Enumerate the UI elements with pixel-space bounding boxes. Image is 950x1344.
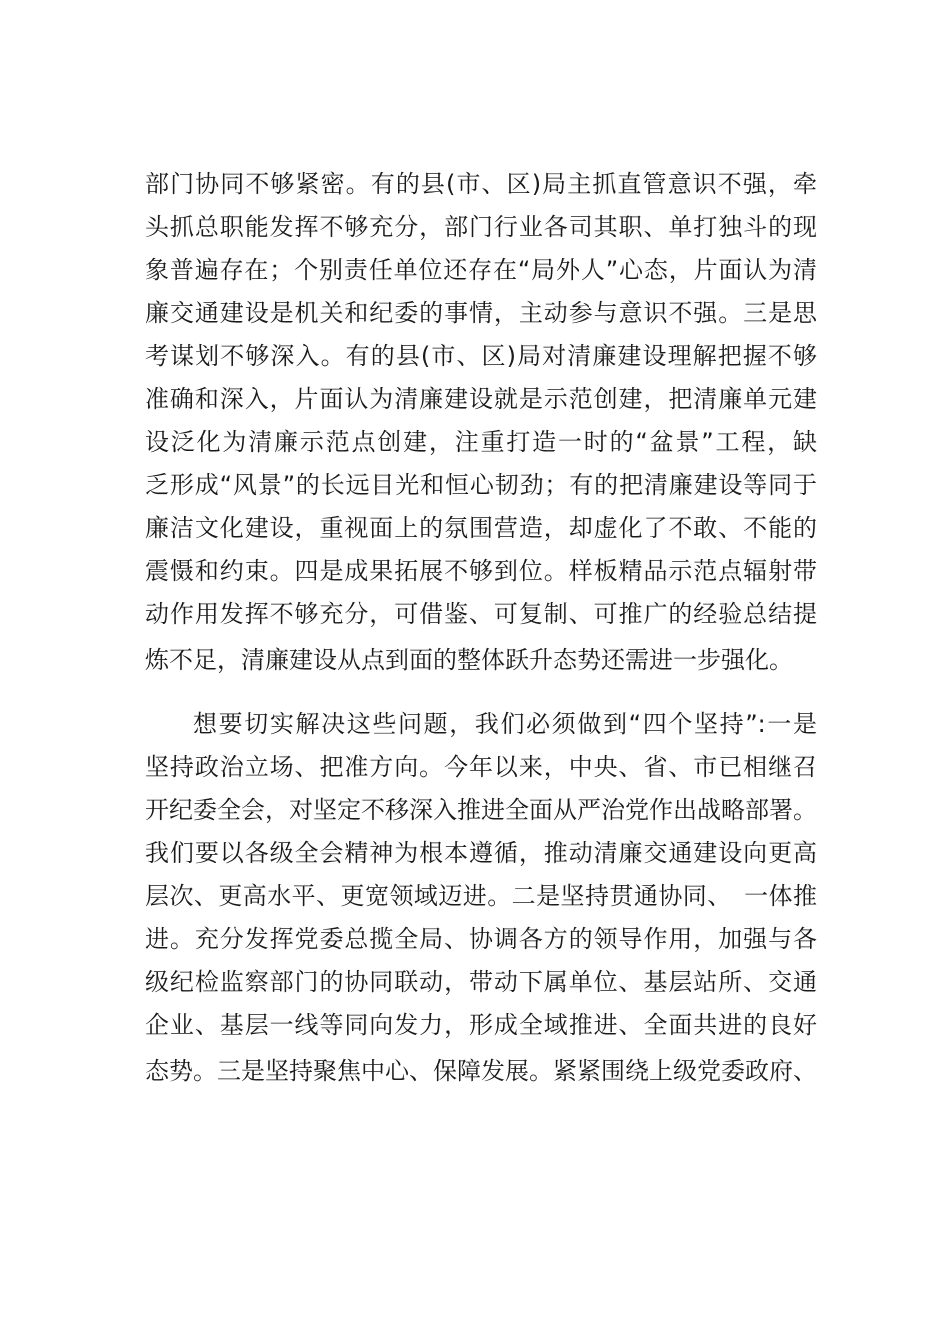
text-line: 廉洁文化建设，重视面上的氛围营造，却虚化了不敢、不能的 [145, 514, 817, 542]
text-line: 层次、更高水平、更宽领域迈进。二是坚持贯通协同、 一体推 [145, 882, 817, 910]
text-line: 象普遍存在；个别责任单位还存在“局外人”心态，片面认为清 [145, 256, 817, 284]
text-line: 廉交通建设是机关和纪委的事情，主动参与意识不强。三是思 [145, 299, 817, 327]
text-line: 开纪委全会，对坚定不移深入推进全面从严治党作出战略部署。 [145, 796, 817, 824]
text-line: 震慑和约束。四是成果拓展不够到位。样板精品示范点辐射带 [145, 557, 817, 585]
text-line: 级纪检监察部门的协同联动，带动下属单位、基层站所、交通 [145, 968, 817, 996]
text-line: 考谋划不够深入。有的县(市、区)局对清廉建设理解把握不够 [145, 342, 817, 370]
paragraph-first-line: 想要切实解决这些问题，我们必须做到“四个坚持”:一是 [193, 710, 817, 738]
text-line: 部门协同不够紧密。有的县(市、区)局主抓直管意识不强，牵 [145, 170, 817, 198]
text-line: 我们要以各级全会精神为根本遵循，推动清廉交通建设向更高 [145, 839, 817, 867]
text-line: 坚持政治立场、把准方向。今年以来，中央、省、市已相继召 [145, 753, 817, 781]
text-line: 动作用发挥不够充分，可借鉴、可复制、可推广的经验总结提 [145, 600, 817, 628]
text-line: 头抓总职能发挥不够充分，部门行业各司其职、单打独斗的现 [145, 213, 817, 241]
text-line: 乏形成“风景”的长远目光和恒心韧劲；有的把清廉建设等同于 [145, 471, 817, 499]
text-line: 企业、基层一线等同向发力，形成全域推进、全面共进的良好 [145, 1011, 817, 1039]
text-line: 准确和深入，片面认为清廉建设就是示范创建，把清廉单元建 [145, 385, 817, 413]
text-line: 设泛化为清廉示范点创建，注重打造一时的“盆景”工程，缺 [145, 428, 817, 456]
text-line: 炼不足，清廉建设从点到面的整体跃升态势还需进一步强化。 [145, 646, 793, 674]
text-line: 态势。三是坚持聚焦中心、保障发展。紧紧围绕上级党委政府、 [145, 1057, 817, 1085]
text-line: 进。充分发挥党委总揽全局、协调各方的领导作用，加强与各 [145, 925, 817, 953]
